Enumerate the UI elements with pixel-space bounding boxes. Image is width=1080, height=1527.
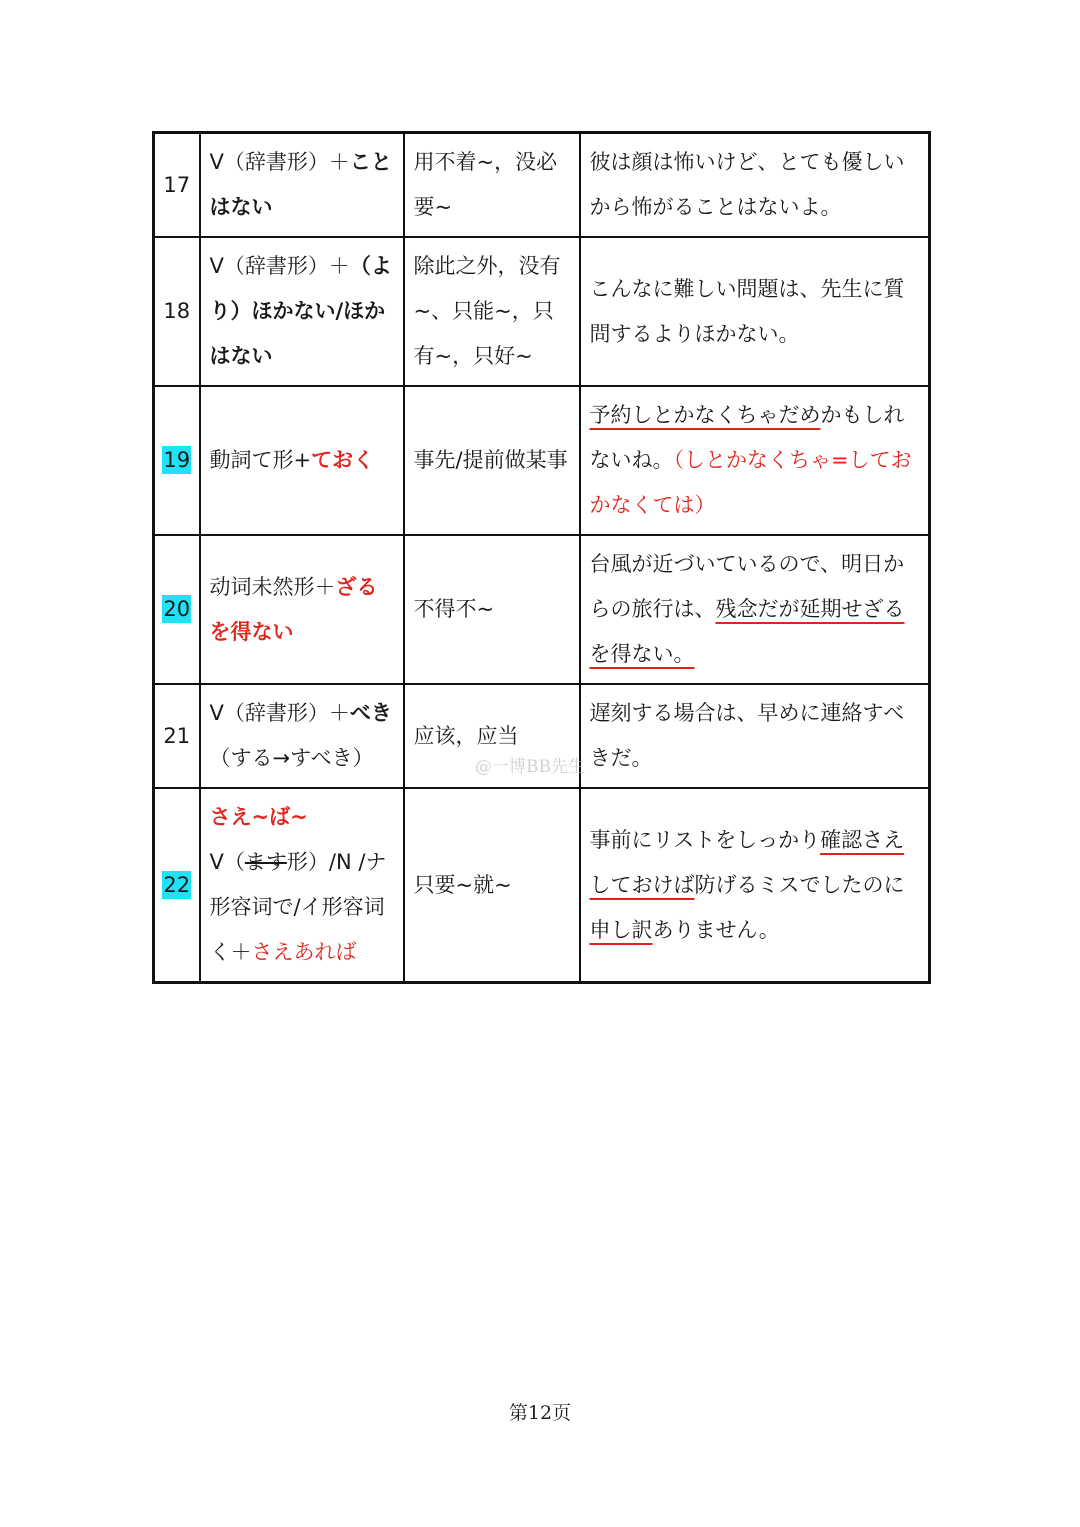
row-number: 17 bbox=[154, 133, 200, 238]
table-row bbox=[154, 133, 930, 238]
example-sentence: 予約しとかなくちゃだめかもしれないね。（しとかなくちゃ=しておかなくては） bbox=[580, 386, 930, 535]
grammar-pattern: 動詞て形+ておく bbox=[200, 386, 404, 535]
grammar-table bbox=[152, 131, 931, 984]
grammar-pattern: V（辞書形）＋べき （する→すべき） bbox=[200, 684, 404, 788]
row-number bbox=[154, 386, 200, 535]
table-row bbox=[154, 535, 930, 684]
meaning-cell: 应该，应当 bbox=[404, 684, 580, 788]
grammar-pattern: 动词未然形＋ざるを得ない bbox=[200, 535, 404, 684]
table-row bbox=[154, 237, 930, 386]
page-number: 第12页 bbox=[508, 1402, 572, 1424]
grammar-pattern: V（辞書形）＋（より）ほかない/ほかはない bbox=[200, 237, 404, 386]
table-row bbox=[154, 788, 930, 983]
grammar-pattern: さえ~ば~ V（ます形）/N /ナ形容词で/イ形容词く＋さえあれば bbox=[200, 788, 404, 983]
table-row bbox=[154, 386, 930, 535]
row-number: 18 bbox=[154, 237, 200, 386]
meaning-cell: 除此之外，没有~、只能~，只有~，只好~ bbox=[404, 237, 580, 386]
row-number: 21 bbox=[154, 684, 200, 788]
row-number-highlight: 19 bbox=[163, 448, 191, 472]
grammar-pattern: V（辞書形）＋こと はない bbox=[200, 133, 404, 238]
example-note: （しとかなくちゃ=しておかなくては） bbox=[589, 448, 912, 517]
example-sentence: 遅刻する場合は、早めに連絡すべきだ。 bbox=[580, 684, 930, 788]
watermark: @一博BB先生 bbox=[475, 757, 585, 777]
meaning-cell: 用不着~，没必要~ bbox=[404, 133, 580, 238]
example-sentence: 台風が近づいているので、明日からの旅行は、残念だが延期せざるを得ない。 bbox=[580, 535, 930, 684]
meaning-cell: 只要~就~ bbox=[404, 788, 580, 983]
row-number-highlight: 20 bbox=[163, 597, 191, 621]
row-number bbox=[154, 788, 200, 983]
example-sentence: 彼は顔は怖いけど、とても優しいから怖がることはないよ。 bbox=[580, 133, 930, 238]
row-number-highlight: 22 bbox=[163, 872, 191, 897]
meaning-cell: 不得不~ bbox=[404, 535, 580, 684]
row-number bbox=[154, 535, 200, 684]
example-sentence: こんなに難しい問題は、先生に質問するよりほかない。 bbox=[580, 237, 930, 386]
example-sentence: 事前にリストをしっかり確認さえしておけば防げるミスでしたのに申し訳ありません。 bbox=[580, 788, 930, 983]
meaning-cell: 事先/提前做某事 bbox=[404, 386, 580, 535]
table-row bbox=[154, 684, 930, 788]
